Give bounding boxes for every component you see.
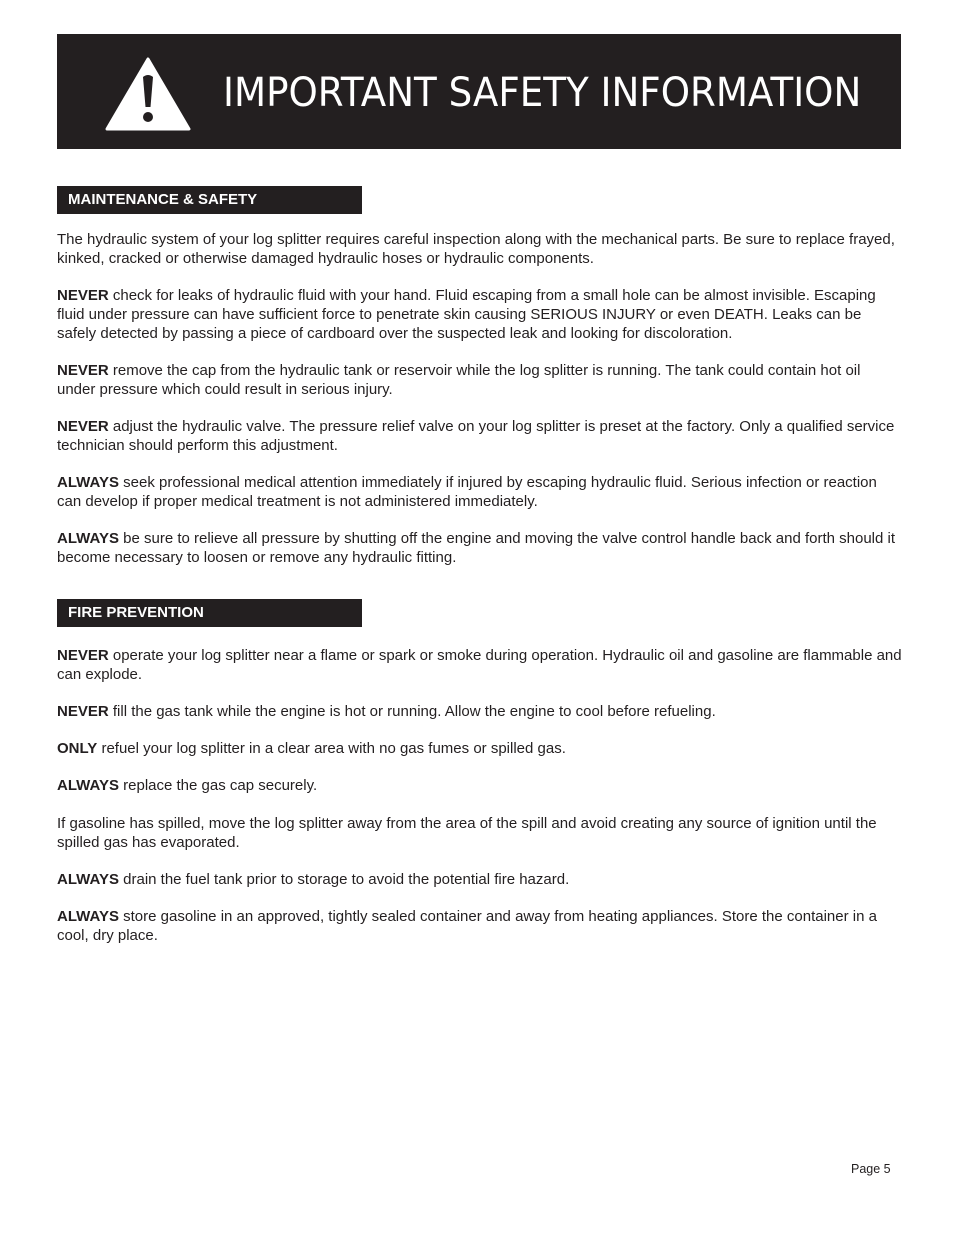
section-heading-maintenance: MAINTENANCE & SAFETY — [57, 186, 362, 214]
page-title: IMPORTANT SAFETY INFORMATION — [223, 70, 862, 116]
safety-header-banner — [57, 34, 901, 149]
paragraph: If gasoline has spilled, move the log splitter away from the area of the spill and avoid creating any source of ignition until the spilled gas has evaporated. — [57, 815, 877, 851]
paragraph: NEVER check for leaks of hydraulic fluid with your hand. Fluid escaping from a small hole can be almost invisible. Escaping fluid under pressure can have sufficient force to penetrate skin causing SERIOUS INJURY or even DEATH. Leaks can be safely detected by passing a piece of cardboard over the suspected leak and looking for discoloration. — [57, 287, 876, 342]
paragraph: NEVER fill the gas tank while the engine is hot or running. Allow the engine to cool before refueling. — [57, 703, 716, 720]
paragraph: NEVER remove the cap from the hydraulic tank or reservoir while the log splitter is running. The tank could contain hot oil under pressure which could result in serious injury. — [57, 362, 861, 398]
paragraph: ALWAYS replace the gas cap securely. — [57, 777, 318, 794]
paragraph: NEVER operate your log splitter near a flame or spark or smoke during operation. Hydraulic oil and gasoline are flammable and can explode. — [57, 647, 902, 683]
paragraph: ONLY refuel your log splitter in a clear area with no gas fumes or spilled gas. — [57, 740, 566, 757]
paragraph: ALWAYS store gasoline in an approved, tightly sealed container and away from heating appliances. Store the container in a cool, dry place. — [57, 908, 877, 944]
warning-icon — [105, 57, 191, 131]
paragraph: NEVER adjust the hydraulic valve. The pressure relief valve on your log splitter is preset at the factory. Only a qualified service technician should perform this adjustment. — [57, 418, 895, 454]
paragraph: The hydraulic system of your log splitter requires careful inspection along with the mechanical parts. Be sure to replace frayed, kinked, cracked or otherwise damaged hydraulic hoses or hydraulic components. — [57, 231, 895, 267]
page-number: Page 5 — [851, 1162, 891, 1176]
paragraph: ALWAYS be sure to relieve all pressure by shutting off the engine and moving the valve control handle back and forth should it become necessary to loosen or remove any hydraulic fitting. — [57, 530, 896, 566]
paragraph: ALWAYS seek professional medical attention immediately if injured by escaping hydraulic fluid. Serious infection or reaction can develop if proper medical treatment is not administered immediately. — [57, 474, 877, 510]
paragraph: ALWAYS drain the fuel tank prior to storage to avoid the potential fire hazard. — [57, 871, 570, 888]
section-heading-fire-prevention: FIRE PREVENTION — [57, 599, 362, 627]
